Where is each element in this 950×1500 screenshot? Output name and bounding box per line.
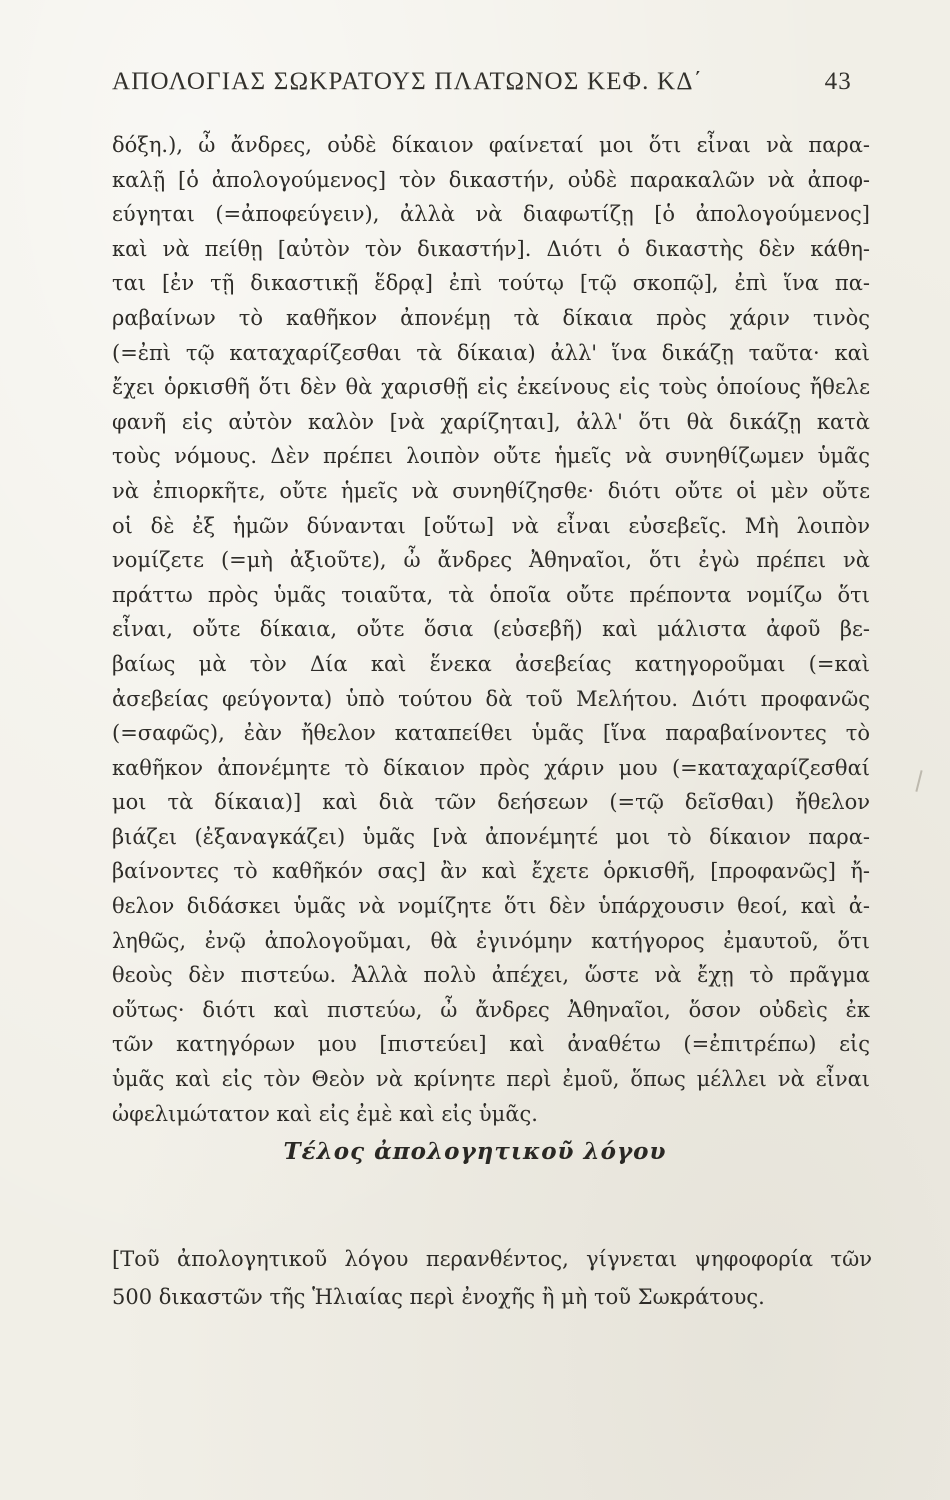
text-line: φανῆ εἰς αὐτὸν καλὸν [νὰ χαρίζηται], ἀλλ' ὅτι θὰ δικάζῃ κατὰ [112,409,870,434]
text-line: θεοὺς δὲν πιστεύω. Ἀλλὰ πολὺ ἀπέχει, ὥστε νὰ ἔχῃ τὸ πρᾶγμα [112,963,870,988]
text-line: ται [ἐν τῇ δικαστικῇ ἕδρᾳ] ἐπὶ τούτῳ [τῷ σκοπῷ], ἐπὶ ἵνα πα- [112,271,870,296]
body-text [112,128,870,1131]
text-line: τῶν κατηγόρων μου [πιστεύει] καὶ ἀναθέτω (=ἐπιτρέπω) εἰς [112,1032,870,1057]
margin-mark [915,770,922,792]
text-line: εύγηται (=ἀποφεύγειν), ἀλλὰ νὰ διαφωτίζῃ [ὁ ἀπολογούμενος] [112,202,870,227]
text-line: βαίως μὰ τὸν Δία καὶ ἕνεκα ἀσεβείας κατηγοροῦμαι (=καὶ [112,651,870,676]
text-line: δόξη.), ὦ ἄνδρες, οὐδὲ δίκαιον φαίνεταί μοι ὅτι εἶναι νὰ παρα- [112,133,870,157]
text-line: ἀσεβείας φεύγοντα) ὑπὸ τούτου δὰ τοῦ Μελήτου. Διότι προφανῶς [112,686,870,711]
text-line: ληθῶς, ἐνῷ ἀπολογοῦμαι, θὰ ἐγινόμην κατήγορος ἐμαυτοῦ, ὅτι [112,928,870,953]
page-number: 43 [824,68,852,95]
text-line: (=σαφῶς), ἐὰν ἤθελον καταπείθει ὑμᾶς [ἵνα παραβαίνοντες τὸ [112,721,870,746]
text-line: νομίζετε (=μὴ ἀξιοῦτε), ὦ ἄνδρες Ἀθηναῖοι, ὅτι ἐγὼ πρέπει νὰ [112,548,870,573]
text-line: ὠφελιμώτατον καὶ εἰς ἐμὲ καὶ εἰς ὑμᾶς. [112,1101,538,1126]
text-line: ἔχει ὁρκισθῆ ὅτι δὲν θὰ χαρισθῇ εἰς ἐκείνους εἰς τοὺς ὁποίους ἤθελε [112,375,870,400]
text-line: βιάζει (ἐξαναγκάζει) ὑμᾶς [νὰ ἀπονέμητέ μοι τὸ δίκαιον παρα- [112,824,870,849]
text-line: [Τοῦ ἀπολογητικοῦ λόγου περανθέντος, γίγνεται ψηφοφορία τῶν [112,1247,872,1271]
text-line: εἶναι, οὔτε δίκαια, οὔτε ὅσια (εὐσεβῆ) καὶ μάλιστα ἀφοῦ βε- [112,617,870,642]
text-line: θελον διδάσκει ὑμᾶς νὰ νομίζητε ὅτι δὲν ὑπάρχουσιν θεοί, καὶ ἀ- [112,894,870,919]
text-line: νὰ ἐπιορκῆτε, οὔτε ἡμεῖς νὰ συνηθίζησθε· διότι οὔτε οἱ μὲν οὔτε [112,478,870,503]
text-line: βαίνοντες τὸ καθῆκόν σας] ἂν καὶ ἔχετε ὁρκισθῆ, [προφανῶς] ἤ- [112,859,870,884]
text-line: (=ἐπὶ τῷ καταχαρίζεσθαι τὰ δίκαια) ἀλλ' ἵνα δικάζῃ ταῦτα· καὶ [112,340,870,365]
end-title: Τέλος ἀπολογητικοῦ λόγου [283,1138,667,1165]
text-line: οἱ δὲ ἐξ ἡμῶν δύνανται [οὕτω] νὰ εἶναι εὐσεβεῖς. Μὴ λοιπὸν [112,513,870,538]
text-line: οὕτως· διότι καὶ πιστεύω, ὦ ἄνδρες Ἀθηναῖοι, ὅσον οὐδεὶς ἐκ [112,997,870,1022]
running-head [112,68,852,108]
text-line: καλῇ [ὁ ἀπολογούμενος] τὸν δικαστήν, οὐδὲ παρακαλῶν νὰ ἀποφ- [112,167,870,192]
text-line: ραβαίνων τὸ καθῆκον ἀπονέμῃ τὰ δίκαια πρὸς χάριν τινὸς [112,305,870,330]
footnote [112,1240,872,1316]
text-line: καθῆκον ἀπονέμητε τὸ δίκαιον πρὸς χάριν μου (=καταχαρίζεσθαί [112,755,870,780]
text-line: πράττω πρὸς ὑμᾶς τοιαῦτα, τὰ ὁποῖα οὔτε πρέποντα νομίζω ὅτι [112,582,870,607]
text-line: μοι τὰ δίκαια)] καὶ διὰ τῶν δεήσεων (=τῷ δεῖσθαι) ἤθελον [112,790,870,815]
text-line: τοὺς νόμους. Δὲν πρέπει λοιπὸν οὔτε ἡμεῖς νὰ συνηθίζωμεν ὑμᾶς [112,444,870,469]
text-line: ὑμᾶς καὶ εἰς τὸν Θεὸν νὰ κρίνητε περὶ ἐμοῦ, ὅπως μέλλει νὰ εἶναι [112,1067,870,1092]
text-line: καὶ νὰ πείθῃ [αὐτὸν τὸν δικαστήν]. Διότι ὁ δικαστὴς δὲν κάθη- [112,236,870,261]
text-line: 500 δικαστῶν τῆς Ἡλιαίας περὶ ἐνοχῆς ἢ μὴ τοῦ Σωκράτους. [112,1285,765,1309]
running-title: ΑΠΟΛΟΓΙΑΣ ΣΩΚΡΑΤΟΥΣ ΠΛΑΤΩΝΟΣ ΚΕΦ. ΚΔ΄ [112,68,704,95]
